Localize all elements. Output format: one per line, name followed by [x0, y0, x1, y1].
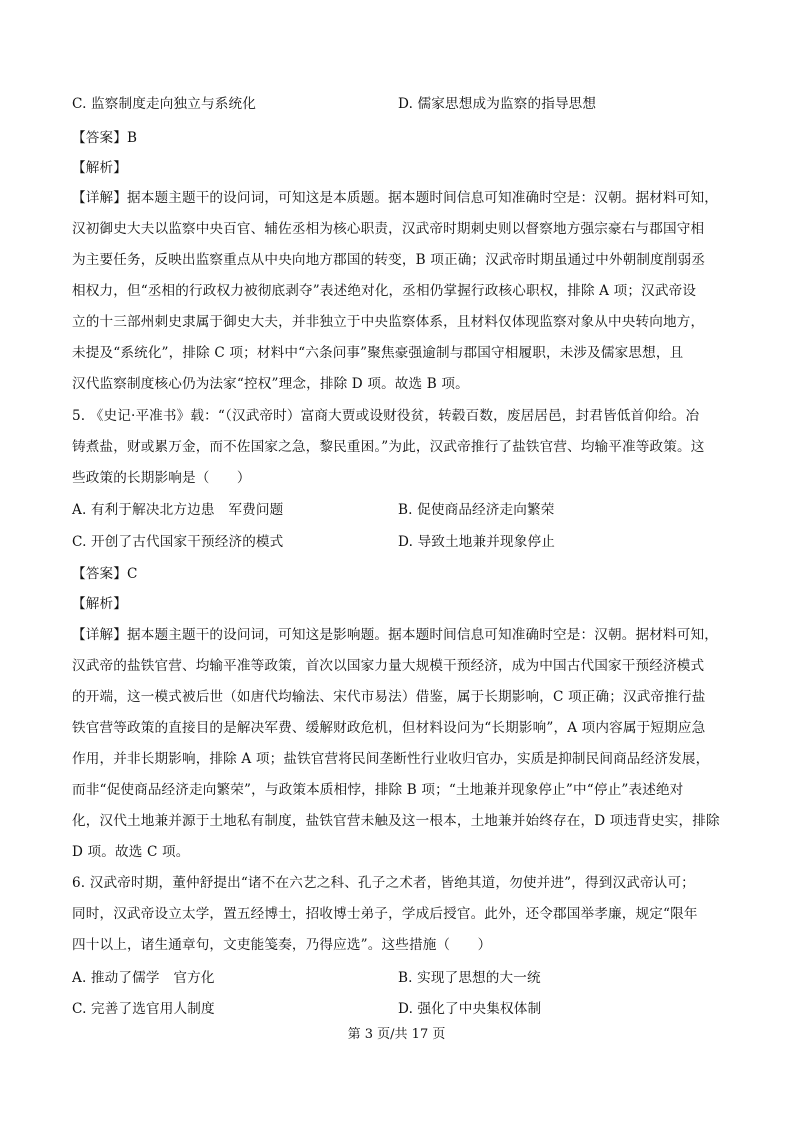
- q6-stem-line: 四十以上，诸生通章句，文吏能笺奏，乃得应选”。这些措施（ ）: [72, 937, 492, 953]
- q5-option-b: B. 促使商品经济走向繁荣: [398, 502, 555, 518]
- q6-stem-line: 同时，汉武帝设立太学，置五经博士，招收博士弟子，学成后授官。此外，还令郡国举孝廉，规定“限年: [72, 906, 698, 922]
- q5-detail-line: 而非“促使商品经济走向繁荣”，与政策本质相悖，排除 B 项；“土地兼并现象停止”中“停止”表述绝对: [72, 782, 684, 798]
- q4-detail-line: 汉代监察制度核心仍为法家“控权”理念，排除 D 项。故选 B 项。: [72, 376, 469, 392]
- q5-stem-line: 5. 《史记·平准书》载：“（汉武帝时）富商大贾或设财役贫，转毂百数，废居居邑，封君皆低首仰给。冶: [72, 408, 700, 424]
- q4-detail-line: 为主要任务，反映出监察重点从中央向地方郡国的转变，B 项正确；汉武帝时期虽通过中外朝制度削弱丞: [72, 252, 706, 268]
- page-number-footer: 第 3 页/共 17 页: [347, 1027, 446, 1042]
- q4-detail-line: 相权力，但“丞相的行政权力被彻底剥夺”表述绝对化，丞相仍掌握行政核心职权，排除 A 项；汉武帝设: [72, 283, 697, 299]
- q5-answer: 【答案】C: [72, 566, 138, 582]
- q4-analysis-label: 【解析】: [72, 160, 127, 176]
- q5-detail-line: 汉武帝的盐铁官营、均输平准等政策，首次以国家力量大规模干预经济，成为中国古代国家干预经济模式: [72, 658, 705, 674]
- q5-detail-line: D 项。故选 C 项。: [72, 844, 190, 860]
- q5-option-c: C. 开创了古代国家干预经济的模式: [72, 534, 284, 550]
- q5-detail-line: 的开端，这一模式被后世（如唐代均输法、宋代市易法）借鉴，属于长期影响，C 项正确；汉武帝推行盐: [72, 689, 706, 705]
- q4-detail-line: 【详解】据本题主题干的设问词，可知这是本质题。据本题时间信息可知准确时空是：汉朝。据材料可知，: [72, 190, 718, 206]
- q4-answer: 【答案】B: [72, 130, 138, 146]
- q4-option-d: D. 儒家思想成为监察的指导思想: [398, 96, 597, 112]
- q5-detail-line: 铁官营等政策的直接目的是解决军费、缓解财政危机，但材料设问为“长期影响”，A 项内容属于短期应急: [72, 720, 706, 736]
- q5-detail-line: 【详解】据本题主题干的设问词，可知这是影响题。据本题时间信息可知准确时空是：汉朝。据材料可知，: [72, 627, 718, 643]
- q5-analysis-label: 【解析】: [72, 596, 127, 612]
- q6-option-c: C. 完善了选官用人制度: [72, 1001, 215, 1017]
- q5-stem-line: 些政策的长期影响是（ ）: [72, 470, 251, 486]
- q4-detail-line: 未提及“系统化”，排除 C 项；材料中“六条问事”聚焦豪强逾制与郡国守相履职，未涉及儒家思想，且: [72, 345, 684, 361]
- q5-detail-line: 作用，并非长期影响，排除 A 项；盐铁官营将民间垄断性行业收归官办，实质是抑制民间商品经济发展，: [72, 751, 710, 767]
- q5-stem-line: 铸煮盐，财或累万金，而不佐国家之急，黎民重困。”为此，汉武帝推行了盐铁官营、均输平准等政策。这: [72, 439, 705, 455]
- q5-detail-line: 化，汉代土地兼并源于土地私有制度，盐铁官营未触及这一根本，土地兼并始终存在，D 项违背史实，排除: [72, 813, 720, 829]
- q6-option-d: D. 强化了中央集权体制: [398, 1001, 542, 1017]
- q4-detail-line: 立的十三部州刺史隶属于御史大夫，并非独立于中央监察体系，且材料仅体现监察对象从中央转向地方，: [72, 314, 705, 330]
- q6-stem-line: 6. 汉武帝时期，董仲舒提出“诸不在六艺之科、孔子之术者，皆绝其道，勿使并进”，得到汉武帝认可；: [72, 875, 695, 891]
- q6-option-b: B. 实现了思想的大一统: [398, 970, 541, 986]
- q6-option-a: A. 推动了儒学 官方化: [72, 970, 215, 986]
- q4-option-c: C. 监察制度走向独立与系统化: [72, 96, 256, 112]
- q4-detail-line: 汉初御史大夫以监察中央百官、辅佐丞相为核心职责，汉武帝时期刺史则以督察地方强宗豪右与郡国守相: [72, 221, 705, 237]
- q5-option-d: D. 导致土地兼并现象停止: [398, 534, 555, 550]
- q5-option-a: A. 有利于解决北方边患 军费问题: [72, 502, 284, 518]
